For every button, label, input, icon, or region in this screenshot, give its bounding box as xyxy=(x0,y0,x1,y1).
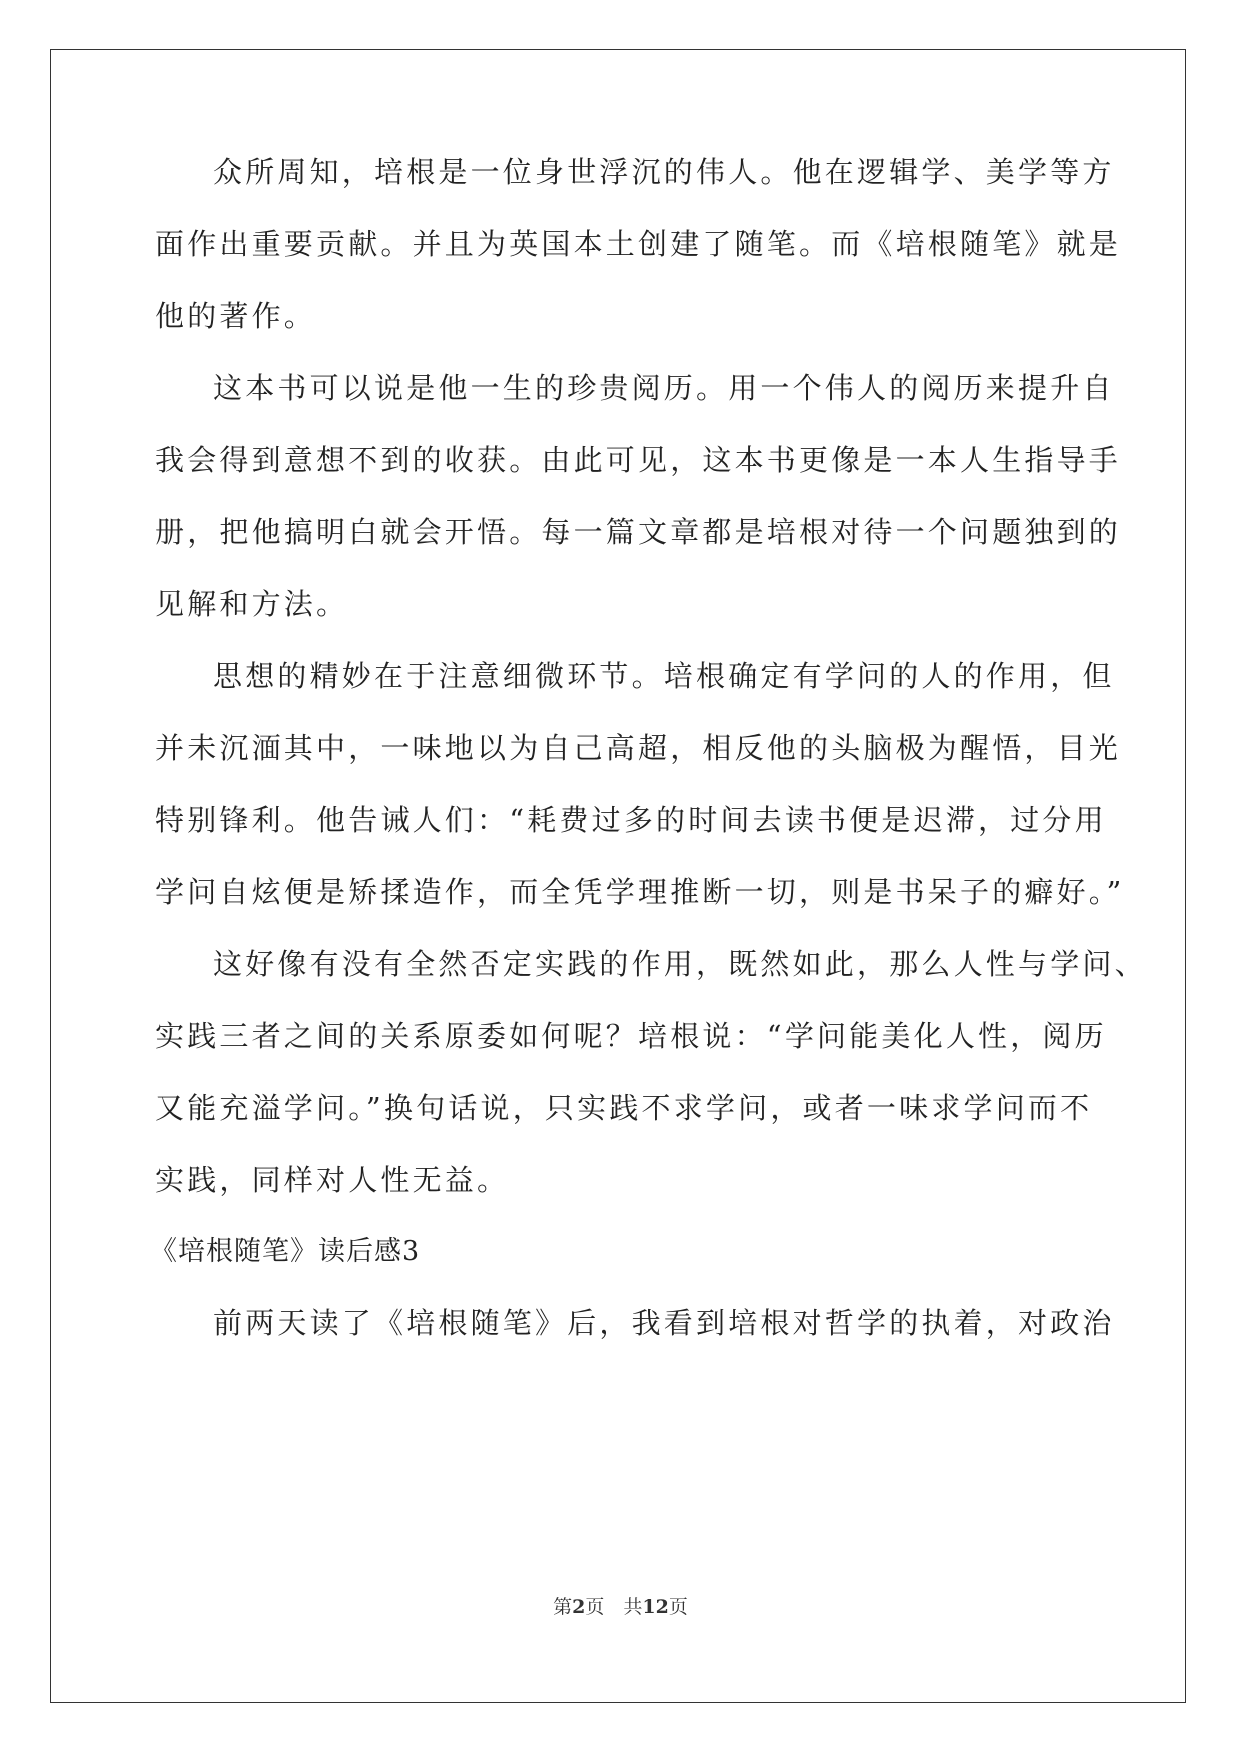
paragraph-2-line-3: 册，把他搞明白就会开悟。每一篇文章都是培根对待一个问题独到的 xyxy=(155,515,1122,549)
paragraph-3-line-1: 思想的精妙在于注意细微环节。培根确定有学问的人的作用，但 xyxy=(213,659,1115,693)
paragraph-3-line-4: 学问自炫便是矫揉造作，而全凭学理推断一切，则是书呆子的癖好。” xyxy=(155,875,1125,909)
paragraph-3-line-2: 并未沉湎其中，一味地以为自己高超，相反他的头脑极为醒悟，目光 xyxy=(155,731,1122,765)
paragraph-4-line-2: 实践三者之间的关系原委如何呢？培根说：“学问能美化人性，阅历 xyxy=(155,1019,1107,1053)
paragraph-4-line-3: 又能充溢学问。”换句话说，只实践不求学问，或者一味求学问而不 xyxy=(155,1091,1093,1125)
paragraph-2-line-4: 见解和方法。 xyxy=(155,587,349,621)
footer-prefix: 第 xyxy=(553,1596,573,1618)
footer-middle: 页 共 xyxy=(585,1596,643,1618)
paragraph-2-line-2: 我会得到意想不到的收获。由此可见，这本书更像是一本人生指导手 xyxy=(155,443,1122,477)
paragraph-1-line-3: 他的著作。 xyxy=(155,299,317,333)
footer-suffix: 页 xyxy=(668,1596,688,1618)
section-heading: 《培根随笔》读后感3 xyxy=(150,1236,421,1267)
paragraph-2-line-1: 这本书可以说是他一生的珍贵阅历。用一个伟人的阅历来提升自 xyxy=(213,371,1115,405)
paragraph-4-line-1: 这好像有没有全然否定实践的作用，既然如此，那么人性与学问、 xyxy=(213,947,1147,981)
total-page-number: 12 xyxy=(642,1596,669,1618)
paragraph-3-line-3: 特别锋利。他告诫人们：“耗费过多的时间去读书便是迟滞，过分用 xyxy=(155,803,1107,837)
paragraph-4-line-4: 实践，同样对人性无益。 xyxy=(155,1163,510,1197)
current-page-number: 2 xyxy=(572,1596,586,1618)
paragraph-1-line-2: 面作出重要贡献。并且为英国本土创建了随笔。而《培根随笔》就是 xyxy=(155,227,1122,261)
page-number-footer xyxy=(0,1598,1241,1617)
paragraph-5-line-1: 前两天读了《培根随笔》后，我看到培根对哲学的执着，对政治 xyxy=(213,1306,1115,1340)
paragraph-1-line-1: 众所周知，培根是一位身世浮沉的伟人。他在逻辑学、美学等方 xyxy=(213,155,1115,189)
